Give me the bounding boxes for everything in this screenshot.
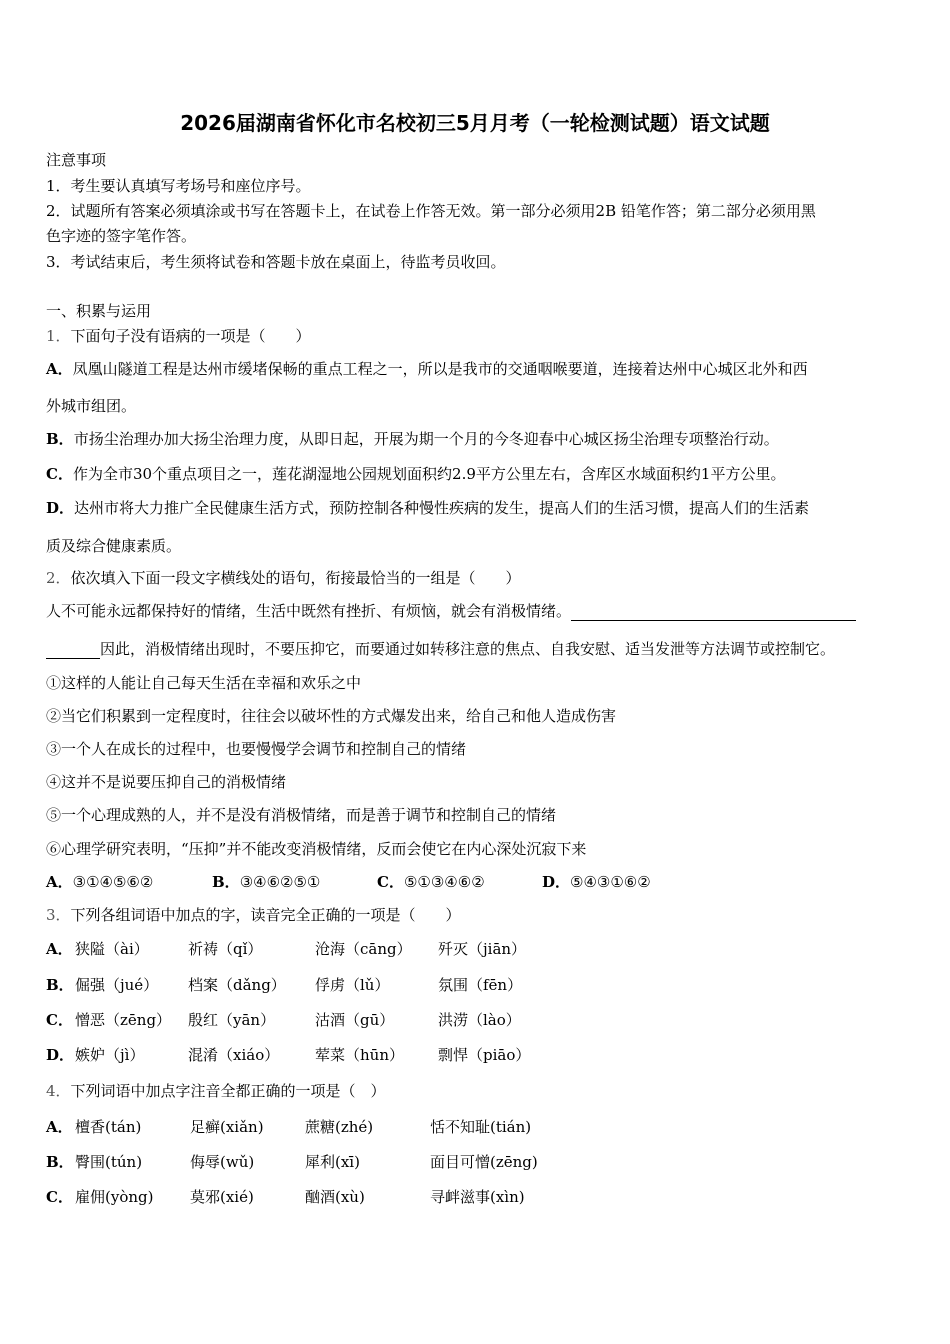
word-item: 莫邪(xié) (190, 1188, 254, 1206)
word-item: 沧海（cāng） (315, 940, 412, 958)
option-c (46, 464, 785, 484)
passage-line (46, 639, 835, 659)
fill-blank (571, 604, 856, 621)
word-item: 嫉妒（jì） (75, 1046, 145, 1064)
page-title: 2026届湖南省怀化市名校初三5月月考（一轮检测试题）语文试题 (180, 111, 770, 135)
option-label: D． (46, 1046, 75, 1064)
sentence-item: ⑥心理学研究表明，“压抑”并不能改变消极情绪，反而会使它在内心深处沉寂下来 (46, 840, 587, 858)
word-item: 雇佣(yòng) (75, 1188, 154, 1206)
word-item: 犀利(xī) (305, 1153, 360, 1171)
word-item: 臀围(tún) (75, 1153, 143, 1171)
question-number: 2． (46, 569, 71, 587)
option-label: A． (46, 360, 73, 378)
question-1 (46, 326, 311, 346)
notice-item: 2．试题所有答案必须填涂或书写在答题卡上，在试卷上作答无效。第一部分必须用2B 铅笔作答；第二部分必须用黑 (46, 202, 816, 220)
question-2 (46, 568, 521, 588)
word-item: 荤菜（hūn） (315, 1046, 404, 1064)
option-label: D． (46, 499, 75, 517)
question-stem: 下面句子没有语病的一项是（ ） (70, 327, 311, 345)
option-d-cont: 质及综合健康素质。 (46, 537, 182, 555)
option-a: A．③①④⑤⑥② (46, 873, 154, 891)
question-stem: 依次填入下面一段文字横线处的语句，衔接最恰当的一组是（ ） (70, 569, 521, 587)
notice-heading: 注意事项 (46, 151, 107, 169)
option-label: C． (46, 1011, 73, 1029)
question-3 (46, 905, 461, 925)
notice-item: 色字迹的签字笔作答。 (46, 227, 197, 245)
option-d: D．⑤④③①⑥② (542, 873, 651, 891)
sentence-item: ⑤一个心理成熟的人，并不是没有消极情绪，而是善于调节和控制自己的情绪 (46, 806, 557, 824)
word-item: 剽悍（piāo） (438, 1046, 531, 1064)
option-label: A． (46, 940, 73, 958)
option-label: A． (46, 1118, 73, 1136)
word-item: 面目可憎(zēng) (430, 1153, 538, 1171)
option-text: 达州市将大力推广全民健康生活方式，预防控制各种慢性疾病的发生，提高人们的生活习惯，提高人们的生活素 (74, 499, 810, 517)
word-item: 沽酒（gū） (315, 1011, 395, 1029)
word-item: 俘虏（lǔ） (315, 976, 390, 994)
sentence-item: ②当它们积累到一定程度时，往往会以破坏性的方式爆发出来，给自己和他人造成伤害 (46, 707, 617, 725)
fill-blank (46, 642, 100, 659)
question-number: 4． (46, 1082, 71, 1100)
passage-line (46, 601, 856, 621)
section-heading: 一、积累与运用 (46, 302, 152, 320)
option-label: B． (46, 430, 74, 448)
word-item: 憎恶（zēng） (75, 1011, 172, 1029)
question-number: 1． (46, 327, 71, 345)
word-item: 狭隘（ài） (75, 940, 149, 958)
notice-item: 3．考试结束后，考生须将试卷和答题卡放在桌面上，待监考员收回。 (46, 253, 506, 271)
option-text: 作为全市30个重点项目之一，莲花湖湿地公园规划面积约2.9平方公里左右，含库区水域面积约1平方公里。 (72, 465, 786, 483)
word-item: 恬不知耻(tián) (430, 1118, 532, 1136)
word-item: 歼灭（jiān） (438, 940, 527, 958)
notice-item: 1．考生要认真填写考场号和座位序号。 (46, 177, 311, 195)
word-item: 蔗糖(zhé) (305, 1118, 374, 1136)
word-item: 氛围（fēn） (438, 976, 523, 994)
word-item: 酗酒(xù) (305, 1188, 365, 1206)
option-a-cont: 外城市组团。 (46, 397, 137, 415)
word-item: 侮辱(wǔ) (190, 1153, 255, 1171)
word-item: 档案（dǎng） (188, 976, 286, 994)
passage-text: 人不可能永远都保持好的情绪，生活中既然有挫折、有烦恼，就会有消极情绪。 (46, 602, 572, 620)
option-c: C．⑤①③④⑥② (377, 873, 485, 891)
option-label: C． (46, 465, 73, 483)
option-text: 市扬尘治理办加大扬尘治理力度，从即日起，开展为期一个月的今冬迎春中心城区扬尘治理专项整治行动。 (73, 430, 779, 448)
sentence-item: ③一个人在成长的过程中，也要慢慢学会调节和控制自己的情绪 (46, 740, 467, 758)
word-item: 檀香(tán) (75, 1118, 142, 1136)
sentence-item: ①这样的人能让自己每天生活在幸福和欢乐之中 (46, 674, 362, 692)
word-item: 寻衅滋事(xìn) (430, 1188, 525, 1206)
option-b: B．③④⑥②⑤① (212, 873, 321, 891)
option-label: B． (46, 1153, 74, 1171)
option-b (46, 429, 779, 449)
option-text: 凤凰山隧道工程是达州市缓堵保畅的重点工程之一，所以是我市的交通咽喉要道，连接着达州中心城区北外和西 (72, 360, 808, 378)
question-stem: 下列各组词语中加点的字，读音完全正确的一项是（ ） (70, 906, 461, 924)
option-d (46, 498, 809, 518)
option-label: C． (46, 1188, 73, 1206)
word-item: 殷红（yān） (188, 1011, 276, 1029)
question-4 (46, 1081, 386, 1101)
word-item: 倔强（jué） (75, 976, 159, 994)
passage-text: 因此，消极情绪出现时，不要压抑它，而要通过如转移注意的焦点、自我安慰、适当发泄等方法调节或控制它。 (100, 640, 836, 658)
word-item: 足癣(xiǎn) (190, 1118, 264, 1136)
option-a (46, 359, 808, 379)
option-label: B． (46, 976, 74, 994)
question-number: 3． (46, 906, 71, 924)
word-item: 洪涝（lào） (438, 1011, 521, 1029)
question-stem: 下列词语中加点字注音全都正确的一项是（ ） (70, 1082, 386, 1100)
sentence-item: ④这并不是说要压抑自己的消极情绪 (46, 773, 287, 791)
word-item: 祈祷（qǐ） (188, 940, 263, 958)
word-item: 混淆（xiáo） (188, 1046, 280, 1064)
